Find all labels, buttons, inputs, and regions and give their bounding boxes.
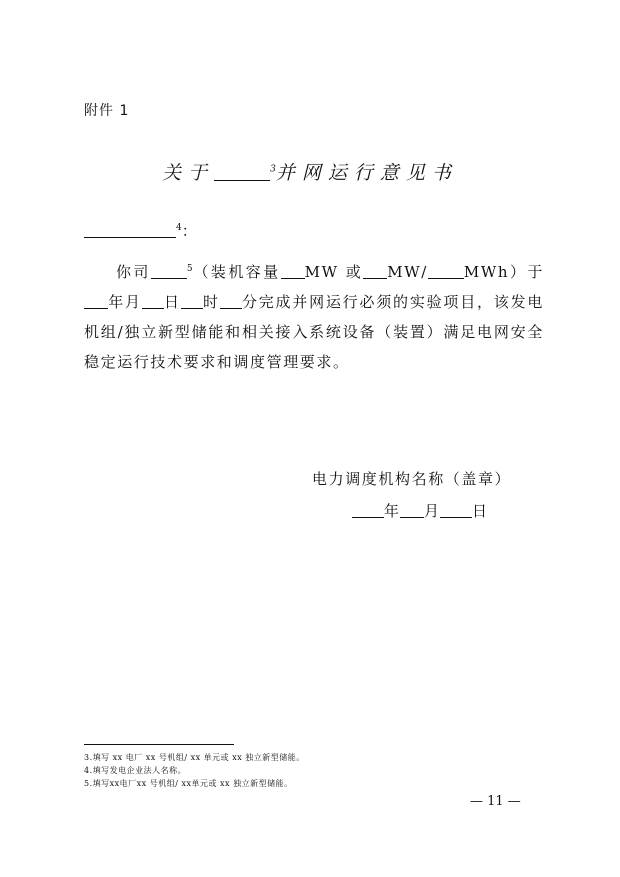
title-blank bbox=[214, 161, 270, 181]
title-prefix: 关于 bbox=[162, 162, 215, 184]
body-paragraph bbox=[84, 254, 544, 377]
page-number: — 11 — bbox=[470, 794, 521, 809]
body-footnote-ref: 5 bbox=[186, 264, 193, 274]
body-text-7: 日 bbox=[163, 293, 181, 311]
sign-day-blank bbox=[440, 502, 472, 518]
body-text-2: （装机容量 bbox=[192, 263, 281, 281]
addressee-line bbox=[84, 220, 197, 241]
company-blank bbox=[151, 263, 187, 279]
energy-blank bbox=[428, 263, 464, 279]
sign-month-blank bbox=[400, 502, 424, 518]
title-footnote-ref: 3 bbox=[270, 164, 276, 175]
footnote-4: 4.填写发电企业法人名称。 bbox=[84, 766, 187, 775]
footnote-divider bbox=[84, 744, 234, 745]
body-text-5: MWh）于 bbox=[463, 263, 544, 281]
sign-year-label: 年 bbox=[384, 502, 401, 520]
footnote-5: 5.填写xx电厂xx 号机组/ xx单元或 xx 独立新型储能。 bbox=[84, 779, 293, 788]
body-text-6: 年月 bbox=[108, 293, 142, 311]
addressee-blank bbox=[84, 222, 176, 238]
title-suffix: 并网运行意见书 bbox=[275, 162, 458, 184]
body-text-8: 时 bbox=[202, 293, 220, 311]
sign-year-blank bbox=[352, 502, 384, 518]
addressee-footnote-ref: 4 bbox=[176, 223, 182, 233]
capacity-blank bbox=[281, 263, 305, 279]
signature-org: 电力调度机构名称（盖章） bbox=[312, 470, 512, 488]
sign-day-label: 日 bbox=[472, 502, 489, 520]
attachment-label: 附件 1 bbox=[84, 103, 130, 119]
minute-blank bbox=[220, 293, 242, 309]
document-title bbox=[0, 158, 620, 185]
body-text-3: MW 或 bbox=[304, 263, 364, 281]
body-text-1: 你司 bbox=[116, 263, 151, 281]
year-blank bbox=[84, 293, 108, 309]
addressee-colon: ： bbox=[181, 222, 197, 240]
body-text-4: MW/ bbox=[387, 263, 428, 281]
sign-month-label: 月 bbox=[424, 502, 441, 520]
footnote-3: 3.填写 xx 电厂 xx 号机组/ xx 单元或 xx 独立新型储能。 bbox=[84, 753, 305, 762]
day-blank bbox=[142, 293, 164, 309]
body-text-9: 分完成并网运行必须的实验项目，该发电机组/独立新型储能和相关接入系统设备（装置）满足电网安全稳定运行技术要求和调度管理要求。 bbox=[84, 293, 544, 371]
signature-date bbox=[352, 500, 488, 521]
power-blank bbox=[363, 263, 387, 279]
footnotes bbox=[84, 751, 305, 790]
hour-blank bbox=[181, 293, 203, 309]
